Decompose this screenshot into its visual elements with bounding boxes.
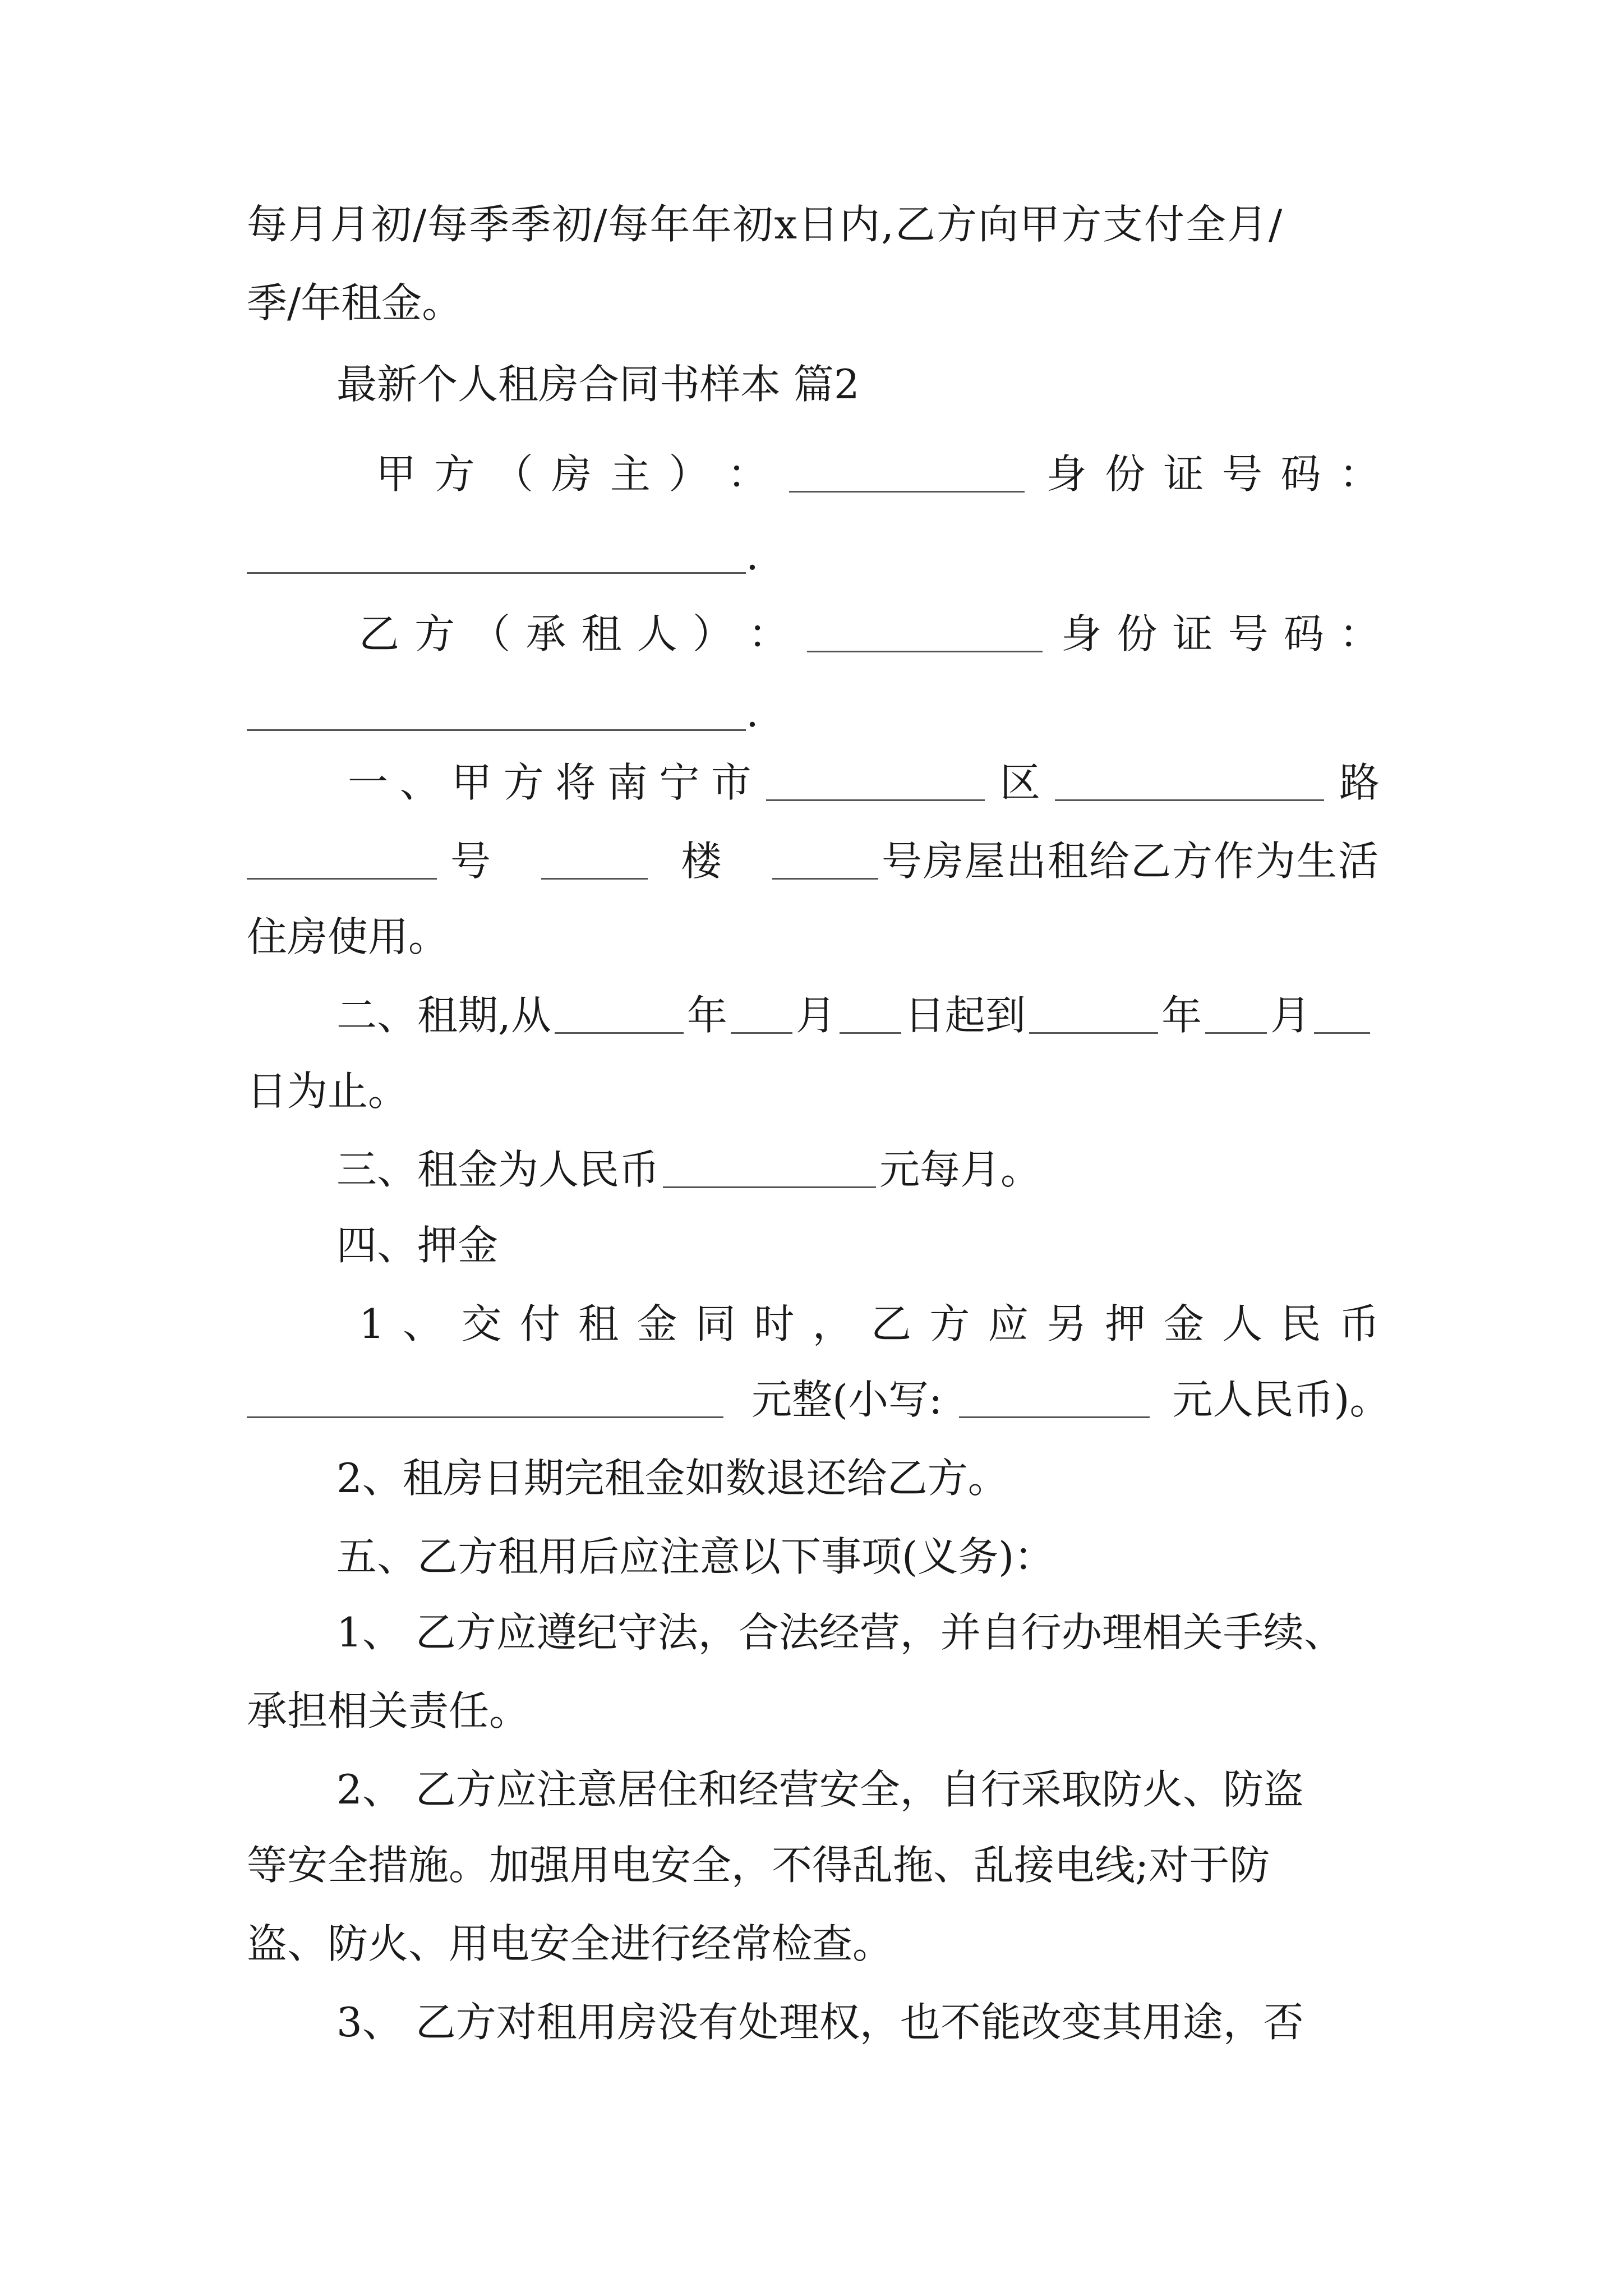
char: 甲 — [376, 450, 417, 498]
char: 金 — [1163, 1300, 1204, 1347]
line-end: . — [746, 689, 759, 736]
char: （ — [470, 610, 511, 657]
char: 同 — [695, 1300, 736, 1347]
heading-text: 最新个人租房合同书样本 篇2 — [336, 361, 860, 408]
text-line — [247, 1680, 1380, 1742]
char: 方 — [503, 759, 544, 806]
deposit-figure-blank[interactable] — [959, 1382, 1150, 1418]
line-text: 日起到 — [904, 992, 1026, 1039]
text-line — [336, 1447, 1380, 1509]
char: 年 — [686, 992, 727, 1039]
char: 承 — [525, 610, 566, 657]
char: ， — [812, 1300, 853, 1347]
char: 租 — [578, 1300, 619, 1347]
char: 月 — [1270, 992, 1311, 1039]
line-text: 等安全措施。加强用电安全，不得乱拖、乱接电线;对于防 — [247, 1842, 1270, 1889]
char: 押 — [1105, 1300, 1146, 1347]
char: 楼 — [681, 838, 722, 885]
char: 人 — [637, 610, 677, 657]
deposit-capital-blank[interactable] — [247, 1382, 723, 1418]
road-number-blank[interactable] — [247, 843, 437, 880]
char: 时 — [754, 1300, 795, 1347]
line-text: 五、乙方租用后应注意以下事项(义务)： — [336, 1533, 1055, 1580]
line-text: 季/年租金。 — [247, 279, 463, 326]
char: 号 — [1228, 610, 1269, 657]
char: 号 — [1221, 450, 1262, 498]
line-text: 三、租金为人民币 — [336, 1146, 660, 1193]
text-line — [247, 194, 1380, 255]
line-text: 号房屋出租给乙方作为生活 — [881, 838, 1380, 885]
clause-3-line — [336, 1139, 1380, 1200]
char: 市 — [711, 759, 751, 806]
line-text: 元整(小写: — [751, 1376, 943, 1423]
char: 月 — [795, 992, 836, 1039]
char: ： — [1339, 450, 1380, 498]
char: ： — [727, 450, 768, 498]
char: 方 — [434, 450, 475, 498]
char: 路 — [1339, 759, 1380, 806]
line-text: 二、租期,从 — [336, 992, 551, 1039]
end-month-blank[interactable] — [1205, 997, 1267, 1034]
line-end: . — [746, 532, 759, 579]
text-line — [247, 272, 1380, 334]
start-day-blank[interactable] — [840, 997, 901, 1034]
char: 码 — [1280, 450, 1321, 498]
text-line — [336, 1759, 1380, 1820]
char: 南 — [607, 759, 648, 806]
section-heading — [336, 353, 1380, 415]
deposit-amount-line — [247, 1369, 1413, 1430]
party-b-line — [359, 603, 1380, 665]
char: 方 — [414, 610, 455, 657]
char: 证 — [1163, 450, 1204, 498]
landlord-id-blank[interactable] — [247, 537, 746, 574]
char: 主 — [610, 450, 651, 498]
text-line — [336, 1991, 1380, 2053]
char: 将 — [555, 759, 596, 806]
char: 应 — [988, 1300, 1029, 1347]
line-text: 2、 乙方应注意居住和经营安全，自行采取防火、防盗 — [336, 1766, 1304, 1813]
start-month-blank[interactable] — [731, 997, 792, 1034]
end-day-blank[interactable] — [1314, 997, 1370, 1034]
line-text: 日为止。 — [247, 1068, 409, 1115]
char: 、 — [399, 759, 440, 806]
char: 另 — [1046, 1300, 1087, 1347]
landlord-name-blank[interactable] — [789, 456, 1025, 493]
text-line — [247, 1060, 1380, 1122]
char: 区 — [999, 759, 1040, 806]
char: 人 — [1222, 1300, 1263, 1347]
tenant-id-blank[interactable] — [247, 694, 746, 731]
text-line — [336, 1602, 1380, 1663]
district-blank[interactable] — [1055, 765, 1324, 801]
rent-amount-blank[interactable] — [663, 1152, 876, 1188]
text-line — [247, 1834, 1380, 1896]
text-line — [247, 906, 1380, 968]
line-text: 每月月初/每季季初/每年年初x日内,乙方向甲方支付全月/ — [247, 201, 1284, 248]
party-a-line — [376, 443, 1380, 505]
clause-5-heading — [336, 1526, 1380, 1588]
char: 号 — [450, 838, 491, 885]
line-text: 元每月。 — [879, 1146, 1041, 1193]
line-text: 元人民币)。 — [1172, 1376, 1390, 1423]
char: 份 — [1117, 610, 1158, 657]
line-text: 1、 乙方应遵纪守法，合法经营，并自行办理相关手续、 — [336, 1609, 1344, 1656]
deposit-line — [359, 1293, 1380, 1355]
char: 乙 — [359, 610, 400, 657]
char: 1 — [359, 1300, 385, 1347]
end-year-blank[interactable] — [1029, 997, 1158, 1034]
char: 证 — [1172, 610, 1213, 657]
char: 交 — [461, 1300, 502, 1347]
text-line — [247, 830, 1380, 892]
char: 租 — [581, 610, 622, 657]
line-text: 盗、防火、用电安全进行经常检查。 — [247, 1920, 893, 1967]
char: 金 — [637, 1300, 677, 1347]
start-year-blank[interactable] — [555, 997, 684, 1034]
line-text: 3、 乙方对租用房没有处理权，也不能改变其用途，否 — [336, 1999, 1304, 2046]
char: 房 — [551, 450, 592, 498]
line-text: 四、押金 — [336, 1222, 499, 1269]
char: 年 — [1161, 992, 1202, 1039]
line-text: 2、租房日期完租金如数退还给乙方。 — [336, 1455, 1008, 1502]
char: 付 — [519, 1300, 560, 1347]
char: 甲 — [451, 759, 492, 806]
char: ： — [1339, 610, 1380, 657]
city-blank[interactable] — [766, 765, 985, 801]
char: ） — [692, 610, 733, 657]
char: 方 — [929, 1300, 970, 1347]
char: 一 — [348, 759, 389, 806]
char: 份 — [1105, 450, 1146, 498]
char: 身 — [1046, 450, 1087, 498]
text-line — [247, 1913, 1380, 1975]
clause-4-heading — [336, 1214, 1380, 1276]
text-line — [247, 524, 1380, 586]
char: 宁 — [659, 759, 700, 806]
char: （ — [492, 450, 533, 498]
char: 币 — [1339, 1300, 1380, 1347]
line-text: 承担相关责任。 — [247, 1687, 530, 1734]
char: ） — [668, 450, 709, 498]
room-blank[interactable] — [772, 843, 878, 880]
line-text: 住房使用。 — [247, 913, 449, 960]
char: 码 — [1283, 610, 1324, 657]
char: 身 — [1061, 610, 1102, 657]
char: ： — [748, 610, 789, 657]
char: 乙 — [871, 1300, 912, 1347]
tenant-name-blank[interactable] — [807, 616, 1043, 652]
building-blank[interactable] — [541, 843, 647, 880]
char: 民 — [1280, 1300, 1321, 1347]
clause-2-line — [336, 984, 1380, 1046]
clause-1-line — [348, 752, 1380, 813]
text-line — [247, 682, 1380, 743]
char: 、 — [403, 1300, 444, 1347]
